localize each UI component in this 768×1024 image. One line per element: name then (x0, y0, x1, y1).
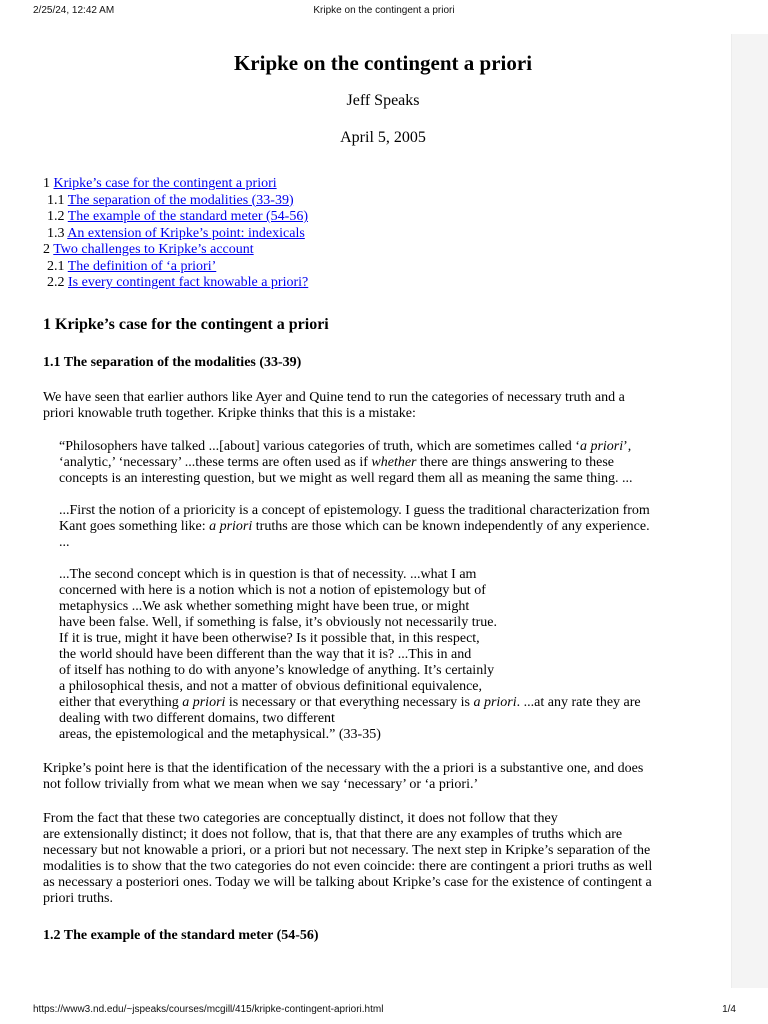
toc-link[interactable]: The definition of ‘a priori’ (67, 258, 217, 274)
text-line: ...The second concept which is in question is that of necessity. ...what I am (59, 566, 477, 582)
text-line: We have seen that earlier authors like Ayer and Quine tend to run the categories of necessary truth and a (43, 389, 625, 405)
subsection-heading: 1.1 The separation of the modalities (33-39) (43, 354, 302, 370)
text-line: a philosophical thesis, and not a matter of obvious definitional equivalence, (59, 678, 483, 694)
toc-item (43, 209, 723, 226)
text-line: not follow trivially from what we mean when we say ‘necessary’ or ‘a priori.’ (43, 776, 479, 792)
toc-item (43, 259, 723, 276)
scrollbar[interactable] (731, 34, 768, 988)
text-line: priori knowable truth together. Kripke thinks that this is a mistake: (43, 405, 416, 421)
text-line: concepts is an interesting question, but we might as well regard them all as meaning the same thing. ... (59, 470, 633, 486)
print-datetime: 2/25/24, 12:42 AM (33, 5, 115, 16)
toc-number: 2.1 (47, 258, 65, 274)
text-line: necessary but not knowable a priori, or a priori but not necessary. The next step in Kripke’s separation of the (43, 842, 651, 858)
text-line: of itself has nothing to do with anyone’s knowledge of anything. It’s certainly (59, 662, 495, 678)
text-line: either that everything (59, 694, 183, 710)
text-line: the world should have been different than the way that it is? ...This in and (59, 646, 472, 662)
text-line: truths are those which can be known independently of any experience. (252, 518, 650, 534)
quote-paragraph (59, 503, 723, 551)
text-line: as necessary a posteriori ones. Today we will be talking about Kripke’s case for the existence of contingent a (43, 874, 652, 890)
document-title: Kripke on the contingent a priori (233, 51, 533, 75)
document-body (43, 50, 723, 945)
toc-number: 1.1 (47, 192, 65, 208)
print-title: Kripke on the contingent a priori (313, 5, 455, 16)
text-line: “Philosophers have talked ...[about] various categories of truth, which are sometimes called ‘ (59, 438, 580, 454)
print-footer (0, 1004, 768, 1018)
text-line: From the fact that these two categories are conceptually distinct, it does not follow that they (43, 810, 558, 826)
toc-link[interactable]: Is every contingent fact knowable a priori? (68, 275, 309, 290)
toc-link[interactable]: An extension of Kripke’s point: indexicals (67, 225, 305, 241)
text-line: priori truths. (43, 890, 113, 906)
toc-item (43, 176, 723, 193)
paragraph (43, 811, 723, 907)
section-heading: 1 Kripke’s case for the contingent a priori (43, 315, 329, 333)
italic-text: whether (371, 454, 417, 470)
quote-paragraph (59, 439, 723, 487)
toc-item (43, 242, 723, 259)
text-line: ...First the notion of a prioricity is a concept of epistemology. I guess the traditional characterization from (59, 502, 650, 518)
italic-text: a priori (209, 518, 253, 534)
toc-item (43, 193, 723, 210)
subsection-heading: 1.2 The example of the standard meter (54-56) (43, 927, 319, 943)
paragraph (43, 390, 723, 422)
print-header (0, 5, 768, 19)
italic-text: a priori (182, 694, 226, 710)
toc-item (43, 275, 723, 292)
document-date: April 5, 2005 (340, 129, 426, 146)
toc-number: 1.3 (47, 225, 65, 241)
text-line: ’, (623, 438, 632, 454)
italic-text: a priori (473, 694, 517, 710)
text-line: Kripke’s point here is that the identification of the necessary with the a priori is a substantive one, and does (43, 760, 644, 776)
text-line: have been false. Well, if something is false, it’s obviously not necessarily true. (59, 614, 497, 630)
text-line: ‘analytic,’ ‘necessary’ ...these terms are often used as if (59, 454, 372, 470)
toc-number: 1 (43, 176, 50, 191)
text-line: metaphysics ...We ask whether something might have been true, or might (59, 598, 470, 614)
print-url: https://www3.nd.edu/~jspeaks/courses/mcgill/415/kripke-contingent-apriori.html (33, 1004, 384, 1015)
toc-number: 2.2 (47, 275, 65, 290)
toc-number: 2 (43, 242, 50, 257)
text-line: . ...at any rate they are (516, 694, 641, 710)
text-line: dealing with two different domains, two different (59, 710, 335, 726)
table-of-contents (43, 176, 723, 292)
text-line: modalities is to show that the two categories do not even coincide: there are contingent a priori truths as well (43, 858, 653, 874)
toc-number: 1.2 (47, 209, 65, 224)
toc-link[interactable]: Two challenges to Kripke’s account (53, 242, 254, 257)
paragraph (43, 761, 723, 793)
toc-link[interactable]: The example of the standard meter (54-56) (67, 209, 308, 224)
toc-link[interactable]: The separation of the modalities (33-39) (67, 192, 294, 208)
text-line: there are things answering to these (416, 454, 615, 470)
quote-paragraph (59, 567, 723, 743)
toc-link[interactable]: Kripke’s case for the contingent a priori (53, 176, 277, 191)
print-page-number: 1/4 (722, 1004, 736, 1015)
block-quote (59, 439, 723, 743)
text-line: is necessary or that everything necessary is (225, 694, 474, 710)
toc-item (43, 226, 723, 243)
document-author: Jeff Speaks (346, 92, 420, 109)
text-line: If it is true, might it have been otherwise? Is it possible that, in this respect, (59, 630, 480, 646)
italic-text: a priori (579, 438, 624, 454)
text-line: Kant goes something like: (59, 518, 210, 534)
text-line: areas, the epistemological and the metaphysical.” (33-35) (59, 726, 381, 742)
text-line: concerned with here is a notion which is not a notion of epistemology but of (59, 582, 486, 598)
text-line: ... (59, 534, 70, 550)
text-line: are extensionally distinct; it does not follow, that is, that that there are any examples of truths which are (43, 826, 623, 842)
